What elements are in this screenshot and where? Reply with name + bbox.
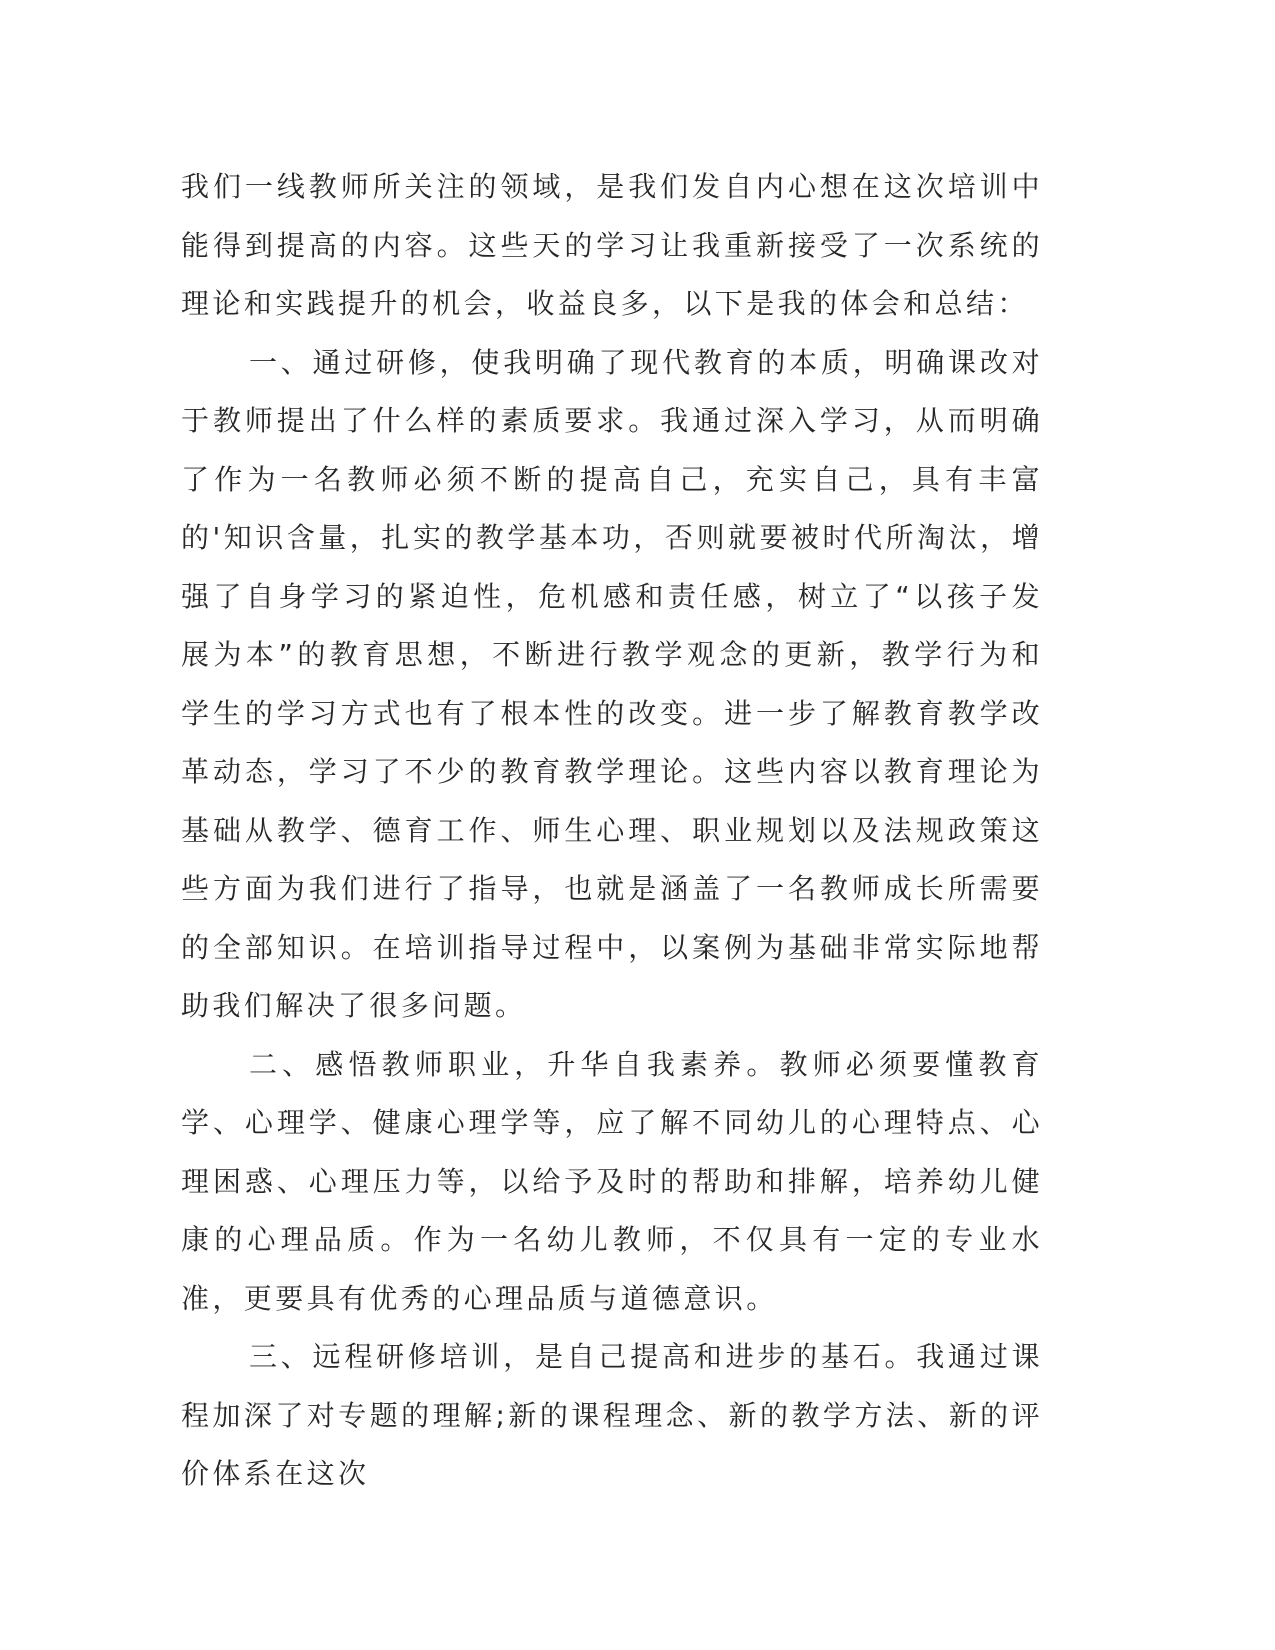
- paragraph-point-three: 三、远程研修培训，是自己提高和进步的基石。我通过课程加深了对专题的理解;新的课程理念、新的教学方法、新的评价体系在这次: [181, 1340, 1043, 1490]
- paragraph-point-one: 一、通过研修，使我明确了现代教育的本质，明确课改对于教师提出了什么样的素质要求。我通过深入学习，从而明确了作为一名教师必须不断的提高自己，充实自己，具有丰富的'知识含量，扎实的教学基本功，否则就要被时代所淘汰，增强了自身学习的紧迫性，危机感和责任感，树立了“以孩子发展为本”的教育思想，不断进行教学观念的更新，教学行为和学生的学习方式也有了根本性的改变。进一步了解教育教学改革动态，学习了不少的教育教学理论。这些内容以教育理论为基础从教学、德育工作、师生心理、职业规划以及法规政策这些方面为我们进行了指导，也就是涵盖了一名教师成长所需要的全部知识。在培训指导过程中，以案例为基础非常实际地帮助我们解决了很多问题。: [181, 345, 1043, 1022]
- document-body: [181, 158, 1043, 1504]
- paragraph-point-two: 二、感悟教师职业，升华自我素养。教师必须要懂教育学、心理学、健康心理学等，应了解不同幼儿的心理特点、心理困惑、心理压力等，以给予及时的帮助和排解，培养幼儿健康的心理品质。作为一名幼儿教师，不仅具有一定的专业水准，更要具有优秀的心理品质与道德意识。: [181, 1047, 1043, 1315]
- paragraph-intro-continued: 我们一线教师所关注的领域，是我们发自内心想在这次培训中能得到提高的内容。这些天的学习让我重新接受了一次系统的理论和实践提升的机会，收益良多，以下是我的体会和总结：: [181, 170, 1043, 320]
